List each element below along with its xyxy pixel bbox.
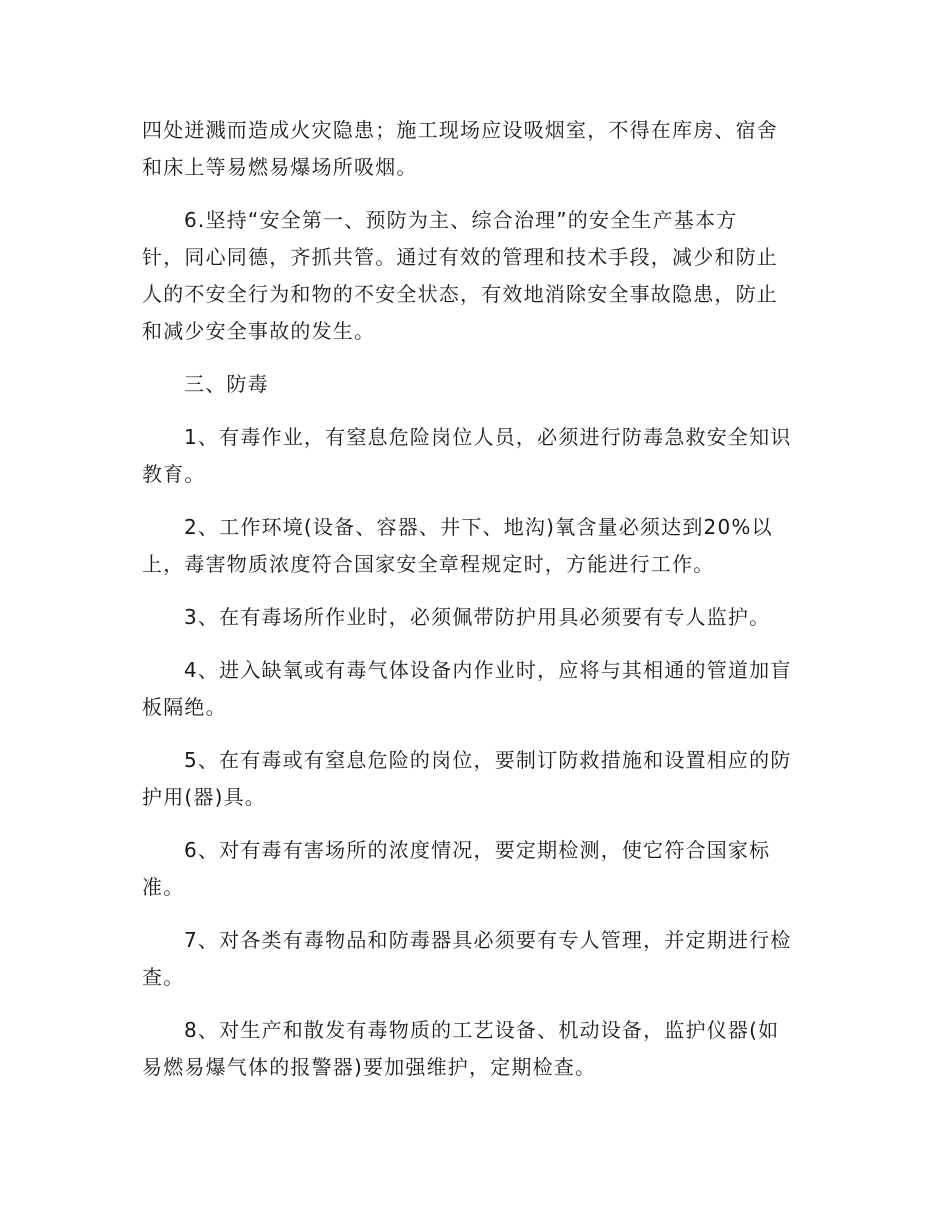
text-line: 教育。 — [142, 462, 206, 486]
paragraph-6 — [142, 202, 808, 350]
text-line: 准。 — [142, 875, 185, 899]
text-line: 板隔绝。 — [142, 695, 227, 719]
text-line: 7、对各类有毒物品和防毒器具必须要有专人管理，并定期进行检 — [184, 928, 792, 952]
text-line: 人的不安全行为和物的不安全状态，有效地消除安全事故隐患，防止 — [142, 282, 778, 306]
text-line: 2、工作环境(设备、容器、井下、地沟)氧含量必须达到20%以 — [184, 515, 773, 539]
text-line: 护用(器)具。 — [142, 785, 267, 809]
item-7 — [142, 922, 808, 996]
text-line: 和减少安全事故的发生。 — [142, 319, 376, 343]
item-3 — [142, 599, 808, 636]
text-line: 易燃易爆气体的报警器)要加强维护，定期检查。 — [142, 1055, 597, 1079]
text-line: 4、进入缺氧或有毒气体设备内作业时，应将与其相通的管道加盲 — [184, 658, 792, 682]
item-5 — [142, 742, 808, 816]
text-line: 3、在有毒场所作业时，必须佩带防护用具必须要有专人监护。 — [184, 605, 771, 629]
text-line: 四处迸溅而造成火灾隐患；施工现场应设吸烟室，不得在库房、宿舍 — [142, 118, 778, 142]
intro-paragraph — [142, 112, 808, 186]
text-line: 上，毒害物质浓度符合国家安全章程规定时，方能进行工作。 — [142, 552, 715, 576]
text-line: 8、对生产和散发有毒物质的工艺设备、机动设备，监护仪器(如 — [184, 1018, 780, 1042]
item-8 — [142, 1012, 808, 1086]
item-4 — [142, 652, 808, 726]
text-line: 查。 — [142, 965, 185, 989]
item-6 — [142, 832, 808, 906]
item-1 — [142, 419, 808, 493]
text-line: 和床上等易燃易爆场所吸烟。 — [142, 155, 418, 179]
text-line: 5、在有毒或有窒息危险的岗位，要制订防救措施和设置相应的防 — [184, 748, 792, 772]
text-line: 针，同心同德，齐抓共管。通过有效的管理和技术手段，减少和防止 — [142, 245, 778, 269]
section-heading: 三、防毒 — [184, 372, 269, 396]
text-line: 6.坚持“安全第一、预防为主、综合治理”的安全生产基本方 — [184, 208, 738, 232]
text-line: 6、对有毒有害场所的浓度情况，要定期检测，使它符合国家标 — [184, 838, 771, 862]
item-2 — [142, 509, 808, 583]
text-line: 1、有毒作业，有窒息危险岗位人员，必须进行防毒急救安全知识 — [184, 425, 792, 449]
document-page — [142, 112, 808, 1086]
